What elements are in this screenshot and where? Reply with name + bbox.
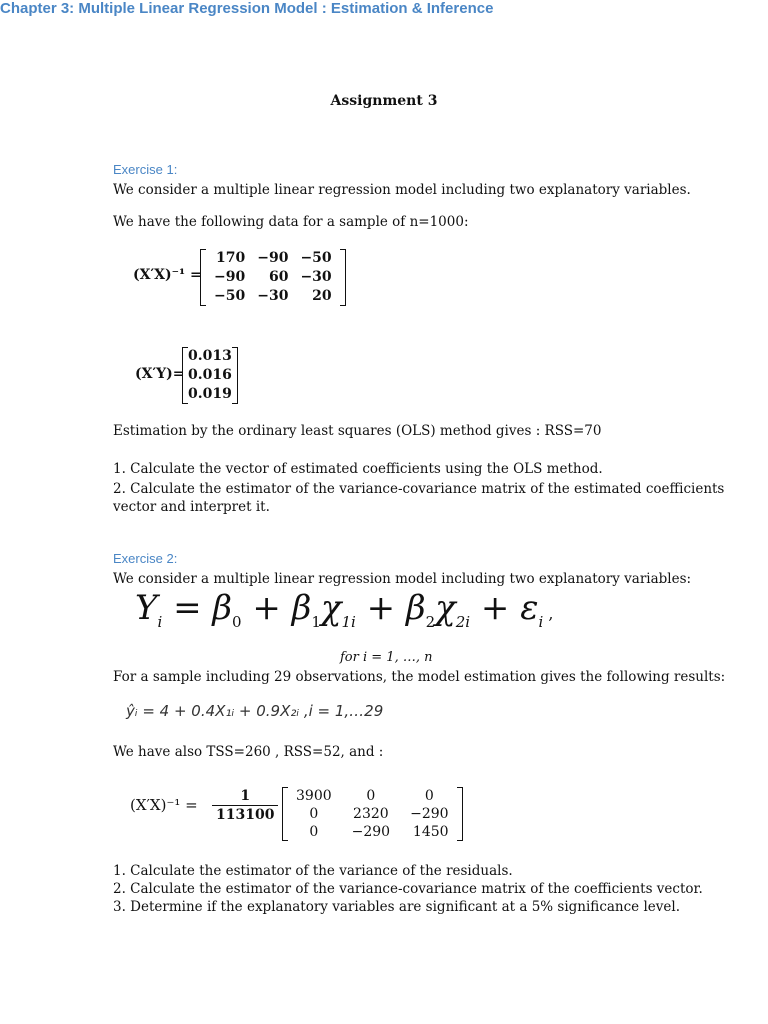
- matrix-row: [208, 287, 338, 306]
- matrix-row: [186, 347, 234, 366]
- model-comma: ,: [543, 604, 554, 623]
- matrix-row: [186, 385, 234, 404]
- matrix-row: [290, 823, 455, 841]
- matrix-row: [186, 366, 234, 385]
- fraction-numerator: 1: [212, 788, 278, 806]
- model-beta-1: β: [291, 588, 312, 628]
- model-beta-1-subscript: 1: [311, 612, 321, 631]
- vector-cell: 0.016: [188, 367, 232, 383]
- model-epsilon-subscript: i: [538, 612, 544, 631]
- model-equation: [135, 584, 553, 646]
- tss-line: We have also TSS=260 , RSS=52, and :: [113, 744, 384, 760]
- matrix-cell: −50: [214, 288, 246, 304]
- model-y: Y: [135, 588, 158, 628]
- model-plus-3: +: [470, 588, 521, 628]
- model-epsilon: ε: [520, 588, 539, 628]
- matrix-cell: 1450: [412, 824, 449, 840]
- xx-inverse-label-2: (X′X)⁻¹ =: [130, 796, 198, 814]
- matrix-row: [290, 787, 455, 805]
- model-beta-0: β: [212, 588, 233, 628]
- model-chi-2-subscript: 2i: [455, 612, 471, 631]
- estimated-equation: ŷᵢ = 4 + 0.4X₁ᵢ + 0.9X₂ᵢ ,i = 1,…29: [126, 702, 384, 720]
- matrix-cell: 2320: [353, 806, 389, 822]
- exercise-2-heading: Exercise 2:: [113, 551, 178, 566]
- xx-inverse-matrix: [200, 249, 346, 306]
- xx-inverse-matrix-2: [282, 787, 463, 841]
- matrix-row: [208, 268, 338, 287]
- exercise-2-intro: We consider a multiple linear regression model including two explanatory variables:: [113, 571, 692, 587]
- exercise-1-question-2-cont: vector and interpret it.: [113, 499, 270, 515]
- vector-cell: 0.013: [188, 348, 232, 364]
- matrix-cell: 0: [366, 788, 376, 804]
- exercise-2-question-2: 2. Calculate the estimator of the variance-covariance matrix of the coefficients vector.: [113, 881, 703, 897]
- matrix-row: [208, 249, 338, 268]
- model-y-subscript: i: [157, 612, 163, 631]
- exercise-2-sample-line: For a sample including 29 observations, the model estimation gives the following results:: [113, 669, 726, 685]
- model-beta-2-subscript: 2: [425, 612, 436, 631]
- matrix-cell: 0: [309, 824, 319, 840]
- model-chi-1-subscript: 1i: [341, 612, 356, 631]
- matrix-cell: −290: [410, 806, 449, 822]
- for-range-line: for i = 1, …, n: [340, 650, 433, 665]
- matrix-cell: −290: [351, 824, 391, 840]
- exercise-1-data-line: We have the following data for a sample of n=1000:: [113, 214, 469, 230]
- scalar-fraction: [212, 788, 278, 823]
- exercise-2-question-3: 3. Determine if the explanatory variables are significant at a 5% significance level.: [113, 899, 680, 915]
- fraction-denominator: 113100: [216, 807, 275, 823]
- exercise-1-intro: We consider a multiple linear regression model including two explanatory variables.: [113, 182, 691, 198]
- model-beta-2: β: [405, 588, 426, 628]
- matrix-cell: −90: [257, 250, 289, 266]
- exercise-1-question-1: 1. Calculate the vector of estimated coefficients using the OLS method.: [113, 461, 603, 477]
- matrix-row: [290, 805, 455, 823]
- matrix-cell: −90: [214, 269, 246, 285]
- matrix-cell: 0: [424, 788, 434, 804]
- matrix-cell: 170: [215, 250, 246, 266]
- chapter-heading: Chapter 3: Multiple Linear Regression Model : Estimation & Inference: [0, 0, 494, 17]
- document-title: Assignment 3: [330, 93, 438, 109]
- matrix-cell: 60: [268, 269, 289, 285]
- model-plus-2: +: [355, 588, 406, 628]
- matrix-cell: 0: [309, 806, 319, 822]
- exercise-1-heading: Exercise 1:: [113, 162, 178, 177]
- matrix-cell: −30: [257, 288, 289, 304]
- model-beta-0-subscript: 0: [232, 612, 242, 631]
- model-plus-1: +: [241, 588, 292, 628]
- vector-cell: 0.019: [188, 386, 232, 402]
- matrix-cell: 3900: [296, 788, 332, 804]
- matrix-cell: −50: [300, 250, 332, 266]
- matrix-cell: 20: [312, 288, 332, 304]
- ols-line: Estimation by the ordinary least squares (OLS) method gives : RSS=70: [113, 423, 602, 439]
- xy-vector: [182, 347, 238, 404]
- exercise-1-question-2: 2. Calculate the estimator of the variance-covariance matrix of the estimated coefficients: [113, 481, 725, 497]
- xx-inverse-label: (X′X)⁻¹ =: [133, 267, 202, 283]
- xy-label: (X′Y)=: [135, 366, 185, 382]
- matrix-cell: −30: [300, 269, 332, 285]
- model-equals: =: [162, 588, 213, 628]
- model-chi-2: χ: [435, 588, 456, 628]
- model-chi-1: χ: [320, 588, 342, 628]
- exercise-2-question-1: 1. Calculate the estimator of the variance of the residuals.: [113, 863, 513, 879]
